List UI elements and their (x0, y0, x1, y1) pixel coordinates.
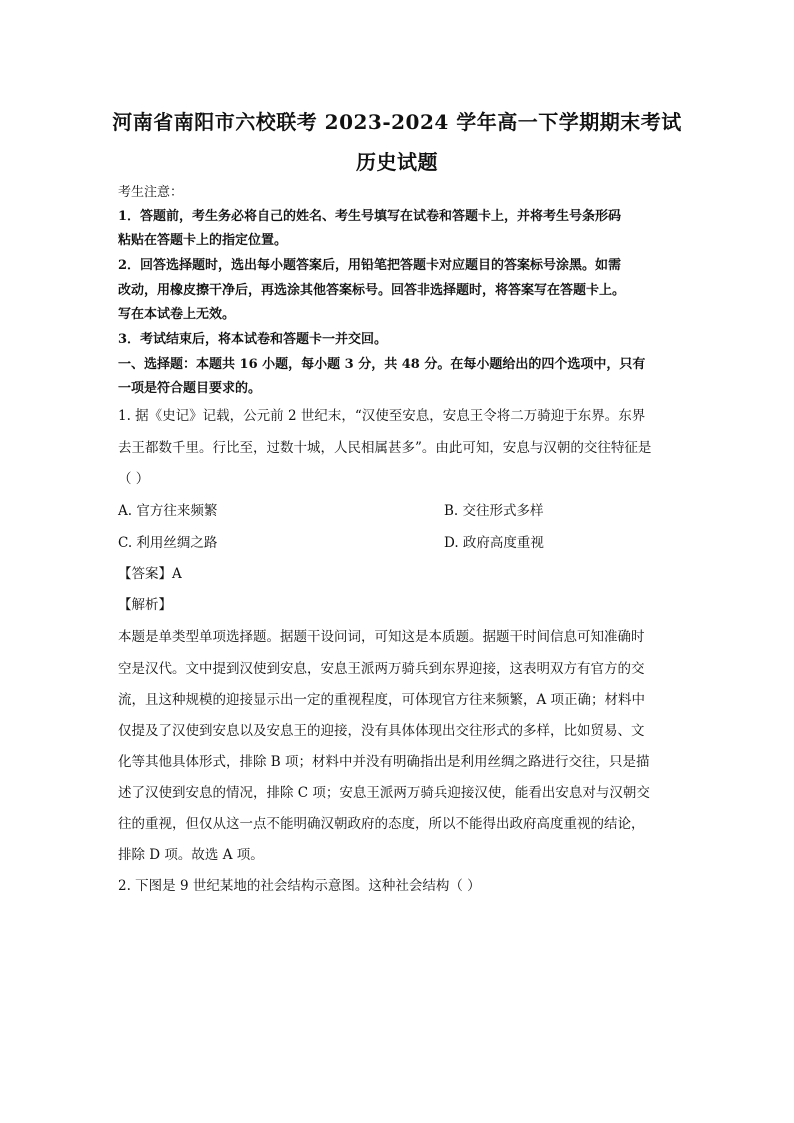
notice-item-3-line-1: 3．考试结束后，将本试卷和答题卡一并交回。 (118, 332, 388, 347)
question-1-analysis-label: 【解析】 (118, 597, 172, 613)
question-2-line-1: 2. 下图是 9 世纪某地的社会结构示意图。这种社会结构（ ） (118, 878, 481, 894)
exam-subtitle: 历史试题 (356, 150, 438, 174)
question-1-analysis-line-3: 流，且这种规模的迎接显示出一定的重视程度，可体现官方往来频繁，A 项正确；材料中 (118, 692, 646, 708)
question-1-option-d: D. 政府高度重视 (444, 535, 544, 551)
section-heading-line-1: 一、选择题：本题共 16 小题，每小题 3 分，共 48 分。在每小题给出的四个选项中，只有 (118, 357, 646, 372)
question-1-line-2: 去王都数千里。行比至，过数十城，人民相属甚多”。由此可知，安息与汉朝的交往特征是 (118, 440, 652, 456)
notice-item-1-line-1: 1．答题前，考生务必将自己的姓名、考生号填写在试卷和答题卡上，并将考生号条形码 (118, 209, 622, 224)
question-1-analysis-line-7: 往的重视，但仅从这一点不能明确汉朝政府的态度，所以不能得出政府高度重视的结论， (118, 816, 645, 832)
question-1-analysis-line-8: 排除 D 项。故选 A 项。 (118, 847, 264, 863)
question-1-answer: 【答案】A (118, 566, 182, 582)
notice-item-2-line-3: 写在本试卷上无效。 (118, 307, 236, 322)
notice-item-2-line-2: 改动，用橡皮擦干净后，再选涂其他答案标号。回答非选择题时，将答案写在答题卡上。 (118, 283, 626, 298)
notice-item-2-line-1: 2．回答选择题时，选出每小题答案后，用铅笔把答题卡对应题目的答案标号涂黑。如需 (118, 258, 622, 273)
question-1-option-b: B. 交往形式多样 (444, 503, 544, 519)
question-1-analysis-line-4: 仅提及了汉使到安息以及安息王的迎接，没有具体体现出交往形式的多样，比如贸易、文 (118, 723, 645, 739)
question-1-line-3: （ ） (118, 471, 150, 487)
question-1-analysis-line-6: 述了汉使到安息的情况，排除 C 项；安息王派两万骑兵迎接汉使，能看出安息对与汉朝交 (118, 785, 650, 801)
notice-item-1-line-2: 粘贴在答题卡上的指定位置。 (118, 233, 288, 248)
notice-label: 考生注意： (118, 185, 184, 200)
question-1-option-a: A. 官方往来频繁 (118, 503, 218, 519)
question-1-analysis-line-2: 空是汉代。文中提到汉使到安息，安息王派两万骑兵到东界迎接，这表明双方有官方的交 (118, 661, 645, 677)
question-1-option-c: C. 利用丝绸之路 (118, 535, 218, 551)
exam-title: 河南省南阳市六校联考 2023-2024 学年高一下学期期末考试 (112, 110, 682, 134)
question-1-line-1: 1. 据《史记》记载，公元前 2 世纪末，“汉使至安息，安息王令将二万骑迎于东界。东界 (118, 408, 646, 424)
section-heading-line-2: 一项是符合题目要求的。 (118, 381, 262, 396)
question-1-analysis-line-1: 本题是单类型单项选择题。据题干设问词，可知这是本质题。据题干时间信息可知准确时 (118, 629, 645, 645)
question-1-analysis-line-5: 化等其他具体形式，排除 B 项；材料中并没有明确指出是利用丝绸之路进行交往，只是描 (118, 754, 650, 770)
